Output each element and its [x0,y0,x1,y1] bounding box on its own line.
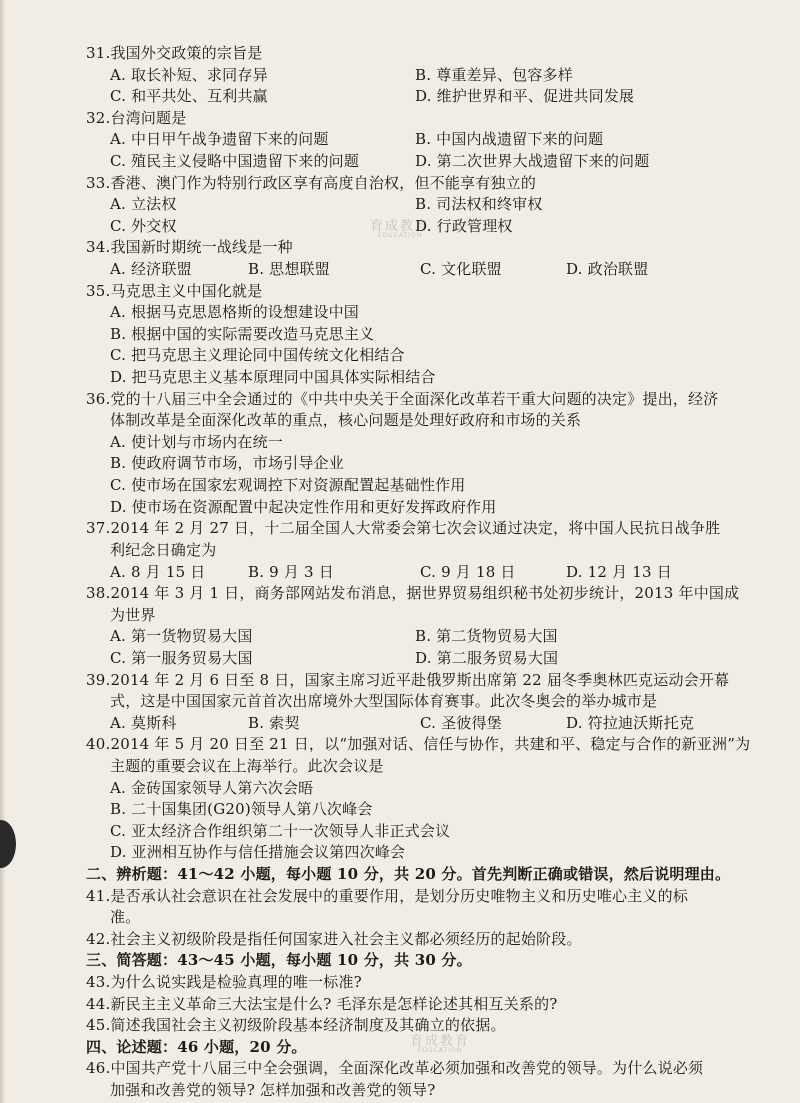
question-38-cont: 为世界 [110,606,156,624]
question-43: 43.为什么说实践是检验真理的唯一标准? [86,973,362,991]
question-40-cont: 主题的重要会议在上海举行。此次会议是 [110,757,384,775]
option-c: C. 外交权 [110,217,177,235]
option-d: D. 亚洲相互协作与信任措施会议第四次峰会 [110,843,406,861]
option-a: A. 使计划与市场内在统一 [110,433,283,451]
option-b: B. 中国内战遗留下来的问题 [415,130,604,148]
option-b: B. 思想联盟 [248,260,330,278]
option-a: A. 立法权 [110,195,177,213]
question-37-cont: 利纪念日确定为 [110,541,217,559]
option-c: C. 把马克思主义理论同中国传统文化相结合 [110,346,405,364]
option-a: A. 8 月 15 日 [110,563,206,581]
option-b: B. 二十国集团(G20)领导人第八次峰会 [110,800,373,818]
option-d: D. 12 月 13 日 [566,563,672,581]
option-d: D. 第二服务贸易大国 [415,649,559,667]
option-d: D. 维护世界和平、促进共同发展 [415,87,635,105]
question-32: 32.台湾问题是 [86,109,187,127]
option-d: D. 把马克思主义基本原理同中国具体实际相结合 [110,368,436,386]
option-b: B. 第二货物贸易大国 [415,627,558,645]
question-35: 35.马克思主义中国化就是 [86,282,263,300]
option-d: D. 政治联盟 [566,260,649,278]
option-b: B. 使政府调节市场，市场引导企业 [110,454,344,472]
question-42: 42.社会主义初级阶段是指任何国家进入社会主义都必须经历的起始阶段。 [86,930,582,948]
option-a: A. 经济联盟 [110,260,192,278]
question-45: 45.简述我国社会主义初级阶段基本经济制度及其确立的依据。 [86,1016,506,1034]
section-heading-3: 三、简答题：43～45 小题，每小题 10 分，共 30 分。 [86,951,472,969]
option-b: B. 根据中国的实际需要改造马克思主义 [110,325,375,343]
option-c: C. 第一服务贸易大国 [110,649,253,667]
question-41-cont: 准。 [110,908,141,926]
watermark-text: 育成教育 [410,1034,471,1049]
question-39: 39.2014 年 2 月 6 日至 8 日，国家主席习近平赴俄罗斯出席第 22 届冬季奥林匹克运动会开幕 [86,671,730,689]
option-c: C. 文化联盟 [420,260,502,278]
binding-edge [0,0,6,1103]
question-36-cont: 体制改革是全面深化改革的重点，核心问题是处理好政府和市场的关系 [110,411,582,429]
option-a: A. 金砖国家领导人第六次会晤 [110,779,314,797]
question-34: 34.我国新时期统一战线是一种 [86,238,293,256]
question-46-cont: 加强和改善党的领导? 怎样加强和改善党的领导? [110,1081,436,1099]
section-heading-4: 四、论述题：46 小题，20 分。 [86,1038,307,1056]
option-a: A. 根据马克思恩格斯的设想建设中国 [110,303,359,321]
option-d: D. 第二次世界大战遗留下来的问题 [415,152,650,170]
question-38: 38.2014 年 3 月 1 日，商务部网站发布消息，据世界贸易组织秘书处初步统计，2013 年中国成 [86,584,740,602]
question-33: 33.香港、澳门作为特别行政区享有高度自治权，但不能享有独立的 [86,174,537,192]
question-31: 31.我国外交政策的宗旨是 [86,44,263,62]
watermark-sub: EDUCATION [377,232,423,239]
option-d: D. 符拉迪沃斯托克 [566,714,695,732]
question-39-cont: 式，这是中国国家元首首次出席境外大型国际体育赛事。此次冬奥会的举办城市是 [110,692,658,710]
question-46: 46.中国共产党十八届三中全会强调，全面深化改革必须加强和改善党的领导。为什么说必须 [86,1059,704,1077]
watermark-sub: EDUCATION [417,1047,463,1054]
option-c: C. 使市场在国家宏观调控下对资源配置起基础性作用 [110,476,466,494]
option-a: A. 中日甲午战争遗留下来的问题 [110,130,329,148]
punch-hole [0,820,16,868]
option-c: C. 和平共处、互利共赢 [110,87,268,105]
question-40: 40.2014 年 5 月 20 日至 21 日，以“加强对话、信任与协作，共建和平、稳定与合作的新亚洲”为 [86,735,751,753]
question-37: 37.2014 年 2 月 27 日，十二届全国人大常委会第七次会议通过决定，将中国人民抗日战争胜 [86,519,721,537]
option-c: C. 亚太经济合作组织第二十一次领导人非正式会议 [110,822,451,840]
option-c: C. 9 月 18 日 [420,563,516,581]
section-heading-2: 二、辨析题：41～42 小题，每小题 10 分，共 20 分。首先判断正确或错误，然后说明理由。 [86,865,731,883]
option-b: B. 司法权和终审权 [415,195,543,213]
watermark-text: 育成教育 [370,219,431,234]
option-b: B. 9 月 3 日 [248,563,334,581]
option-c: C. 殖民主义侵略中国遗留下来的问题 [110,152,360,170]
option-a: A. 莫斯科 [110,714,177,732]
option-d: D. 行政管理权 [415,217,513,235]
question-36: 36.党的十八届三中全会通过的《中共中央关于全面深化改革若干重大问题的决定》提出，经济 [86,390,719,408]
question-41: 41.是否承认社会意识在社会发展中的重要作用，是划分历史唯物主义和历史唯心主义的标 [86,887,689,905]
option-b: B. 索契 [248,714,300,732]
option-c: C. 圣彼得堡 [420,714,502,732]
question-44: 44.新民主主义革命三大法宝是什么? 毛泽东是怎样论述其相互关系的? [86,995,558,1013]
option-a: A. 取长补短、求同存异 [110,66,268,84]
option-b: B. 尊重差异、包容多样 [415,66,573,84]
option-d: D. 使市场在资源配置中起决定性作用和更好发挥政府作用 [110,498,497,516]
option-a: A. 第一货物贸易大国 [110,627,253,645]
